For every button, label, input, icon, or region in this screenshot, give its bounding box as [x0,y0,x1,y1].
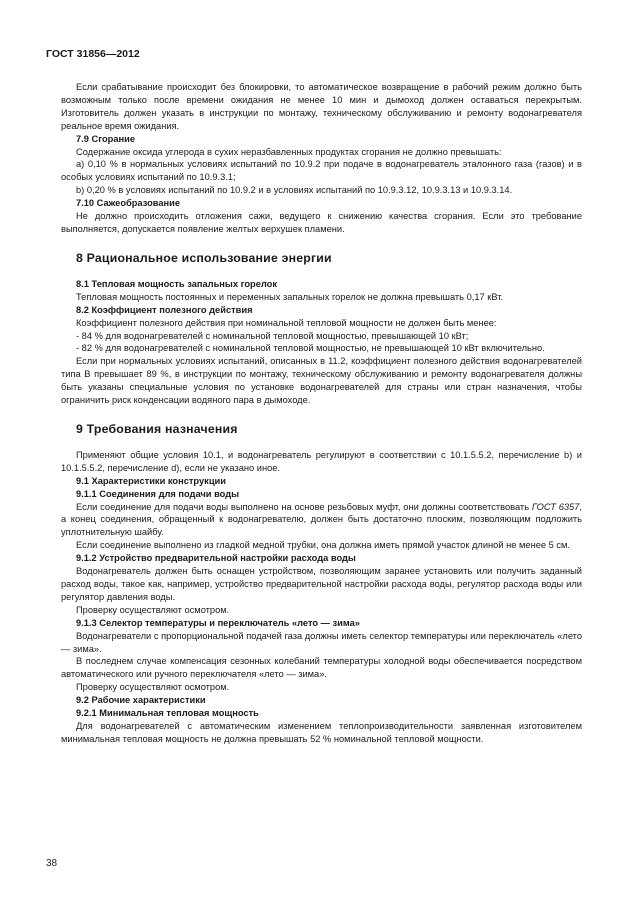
paragraph: - 84 % для водонагревателей с номинальной тепловой мощностью, превышающей 10 кВт; [76,330,469,341]
section-heading: 9 Требования назначения [76,421,238,436]
subsection-heading: 9.2.1 Минимальная тепловая мощность [76,708,259,719]
paragraph: Не должно происходить отложения сажи, ведущего к снижению качества сгорания. Если это требование выполняется, допускается появление желтых верхушек пламени. [61,211,582,234]
document-body [61,81,582,746]
paragraph: Содержание оксида углерода в сухих неразбавленных продуктах сгорания не должно превышать: [76,146,502,157]
paragraph-text: , а конец соединения, обращенный к водонагревателю, должен быть достаточно плоским, позволяющим подложить уплотнительную шайбу. [61,501,582,538]
paragraph: - 82 % для водонагревателей с номинальной тепловой мощностью, не превышающей 10 кВт включительно. [76,343,545,354]
paragraph: Тепловая мощность постоянных и переменных запальных горелок не должна превышать 0,17 кВт. [76,291,504,302]
paragraph [61,501,582,540]
subsection-heading: 9.1 Характеристики конструкции [76,475,226,486]
paragraph: Если срабатывание происходит без блокировки, то автоматическое возвращение в рабочий режим должно быть возможным только после времени ожидания не менее 10 мин и дымоход должен оставаться перекрытым. Изготовитель должен указать в инструкции по монтажу, техническому обслуживанию и ремонту водонагревателя реальное время ожидания. [61,82,582,131]
paragraph: Коэффициент полезного действия при номинальной тепловой мощности не должен быть менее: [76,317,497,328]
paragraph: Для водонагревателей с автоматическим изменением теплопроизводительности заявленная изготовителем минимальная тепловая мощность не должна превышать 52 % номинальной тепловой мощности. [61,720,582,744]
paragraph: Если соединение выполнено из гладкой медной трубки, она должна иметь прямой участок длиной не менее 5 см. [76,540,571,551]
subsection-heading: 9.2 Рабочие характеристики [76,695,206,706]
section-heading: 8 Рациональное использование энергии [76,250,332,265]
subsection-heading: 7.9 Сгорание [76,133,135,144]
subsection-heading: 8.1 Тепловая мощность запальных горелок [76,278,277,289]
paragraph: В последнем случае компенсация сезонных колебаний температуры холодной воды обеспечивается посредством автоматического или ручного переключателя «лето — зима». [61,656,582,680]
page-number: 38 [46,858,58,869]
paragraph: Проверку осуществляют осмотром. [76,604,230,615]
subsection-heading: 9.1.3 Селектор температуры и переключатель «лето — зима» [76,617,360,628]
subsection-heading: 9.1.1 Соединения для подачи воды [76,488,240,499]
paragraph: Если при нормальных условиях испытаний, описанных в 11.2, коэффициент полезного действия водонагревателей типа В превышает 89 %, в инструкции по монтажу, техническому обслуживанию и ремонту водонагревателя должны быть указаны специальные условия по установке водонагревателей для страны или стран назначения, чтобы ограничить риск конденсации водяного пара в дымоходе. [61,356,582,406]
subsection-heading: 7.10 Сажеобразование [76,198,181,209]
paragraph: b) 0,20 % в условиях испытаний по 10.9.2 и в условиях испытаний по 10.9.3.12, 10.9.3.13 и 10.9.3.14. [76,185,513,196]
paragraph: Проверку осуществляют осмотром. [76,682,230,693]
paragraph: Водонагреватели с пропорциональной подачей газа должны иметь селектор температуры или переключатель «лето — зима». [61,630,582,654]
paragraph-text: Если соединение для подачи воды выполнено на основе резьбовых муфт, они должны соответствовать [76,501,532,512]
subsection-heading: 9.1.2 Устройство предварительной настройки расхода воды [76,553,356,564]
paragraph: Водонагреватель должен быть оснащен устройством, позволяющим заранее установить или получить заданный расход воды, такое как, например, устройство предварительной настройки расхода воды, регулятор расхода воды или регулятор давления воды. [61,566,582,602]
subsection-heading: 8.2 Коэффициент полезного действия [76,304,253,315]
paragraph: а) 0,10 % в нормальных условиях испытаний по 10.9.2 при подаче в водонагреватель эталонного газа (газов) и в особых условиях испытаний по 10.9.3.1; [61,159,582,183]
paragraph: Применяют общие условия 10.1, и водонагреватель регулируют в соответствии с 10.1.5.5.2, перечисление b) и 10.1.5.5.2, перечисление d), если не указано иное. [61,449,582,473]
document-header: ГОСТ 31856—2012 [46,48,140,60]
standard-reference: ГОСТ 6357 [531,501,580,512]
